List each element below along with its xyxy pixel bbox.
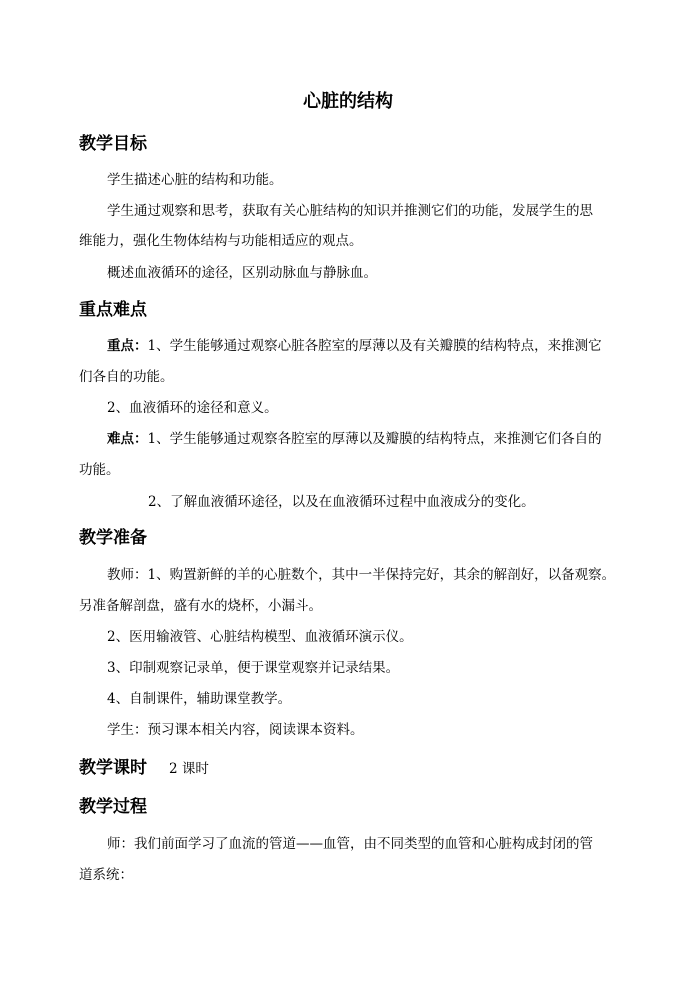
heading-prep: 教学准备 (79, 528, 147, 548)
heading-goals: 教学目标 (79, 134, 147, 154)
heading-hours (79, 757, 209, 780)
goals-paragraph-3: 概述血液循环的途径，区别动脉血与静脉血。 (107, 265, 377, 281)
prep-teacher-3: 3、印制观察记录单，便于课堂观察并记录结果。 (107, 660, 400, 676)
difficulty-1-line-1 (107, 429, 602, 449)
difficulty-1-text: 1、学生能够通过观察各腔室的厚薄以及瓣膜的结构特点，来推测它们各自的 (147, 431, 602, 447)
prep-teacher-2: 2、医用输液管、心脏结构模型、血液循环演示仪。 (107, 629, 413, 645)
key-point-1-line-1 (107, 336, 602, 356)
key-point-1-line-2: 们各自的功能。 (79, 369, 174, 385)
goals-paragraph-1: 学生描述心脏的结构和功能。 (107, 172, 283, 188)
prep-teacher-1-line-2: 另准备解剖盘，盛有水的烧杯，小漏斗。 (79, 598, 322, 614)
hours-value: 2 课时 (169, 761, 209, 777)
prep-teacher-4: 4、自制课件，辅助课堂教学。 (107, 691, 292, 707)
key-label: 重点： (107, 338, 148, 354)
difficulty-2: 2、了解血液循环途径，以及在血液循环过程中血液成分的变化。 (148, 494, 535, 510)
page-title: 心脏的结构 (303, 91, 393, 112)
goals-paragraph-2-line-2: 维能力，强化生物体结构与功能相适应的观点。 (79, 233, 363, 249)
heading-process: 教学过程 (79, 797, 147, 817)
key-point-1-text: 1、学生能够通过观察心脏各腔室的厚薄以及有关瓣膜的结构特点，来推测它 (147, 338, 602, 354)
difficulty-label: 难点： (107, 431, 148, 447)
difficulty-1-line-2: 功能。 (79, 462, 120, 478)
heading-keypoints: 重点难点 (79, 300, 147, 320)
goals-paragraph-2-line-1: 学生通过观察和思考，获取有关心脏结构的知识并推测它们的功能，发展学生的思 (107, 203, 593, 219)
prep-teacher-1-line-1: 教师：1、购置新鲜的羊的心脏数个，其中一半保持完好，其余的解剖好，以备观察。 (107, 567, 616, 583)
key-point-2: 2、血液循环的途径和意义。 (107, 400, 278, 416)
hours-heading-text: 教学课时 (79, 758, 147, 778)
prep-student: 学生：预习课本相关内容，阅读课本资料。 (107, 722, 364, 738)
process-paragraph-1-line-2: 道系统： (79, 867, 133, 883)
process-paragraph-1-line-1: 师：我们前面学习了血流的管道——血管，由不同类型的血管和心脏构成封闭的管 (107, 836, 593, 852)
